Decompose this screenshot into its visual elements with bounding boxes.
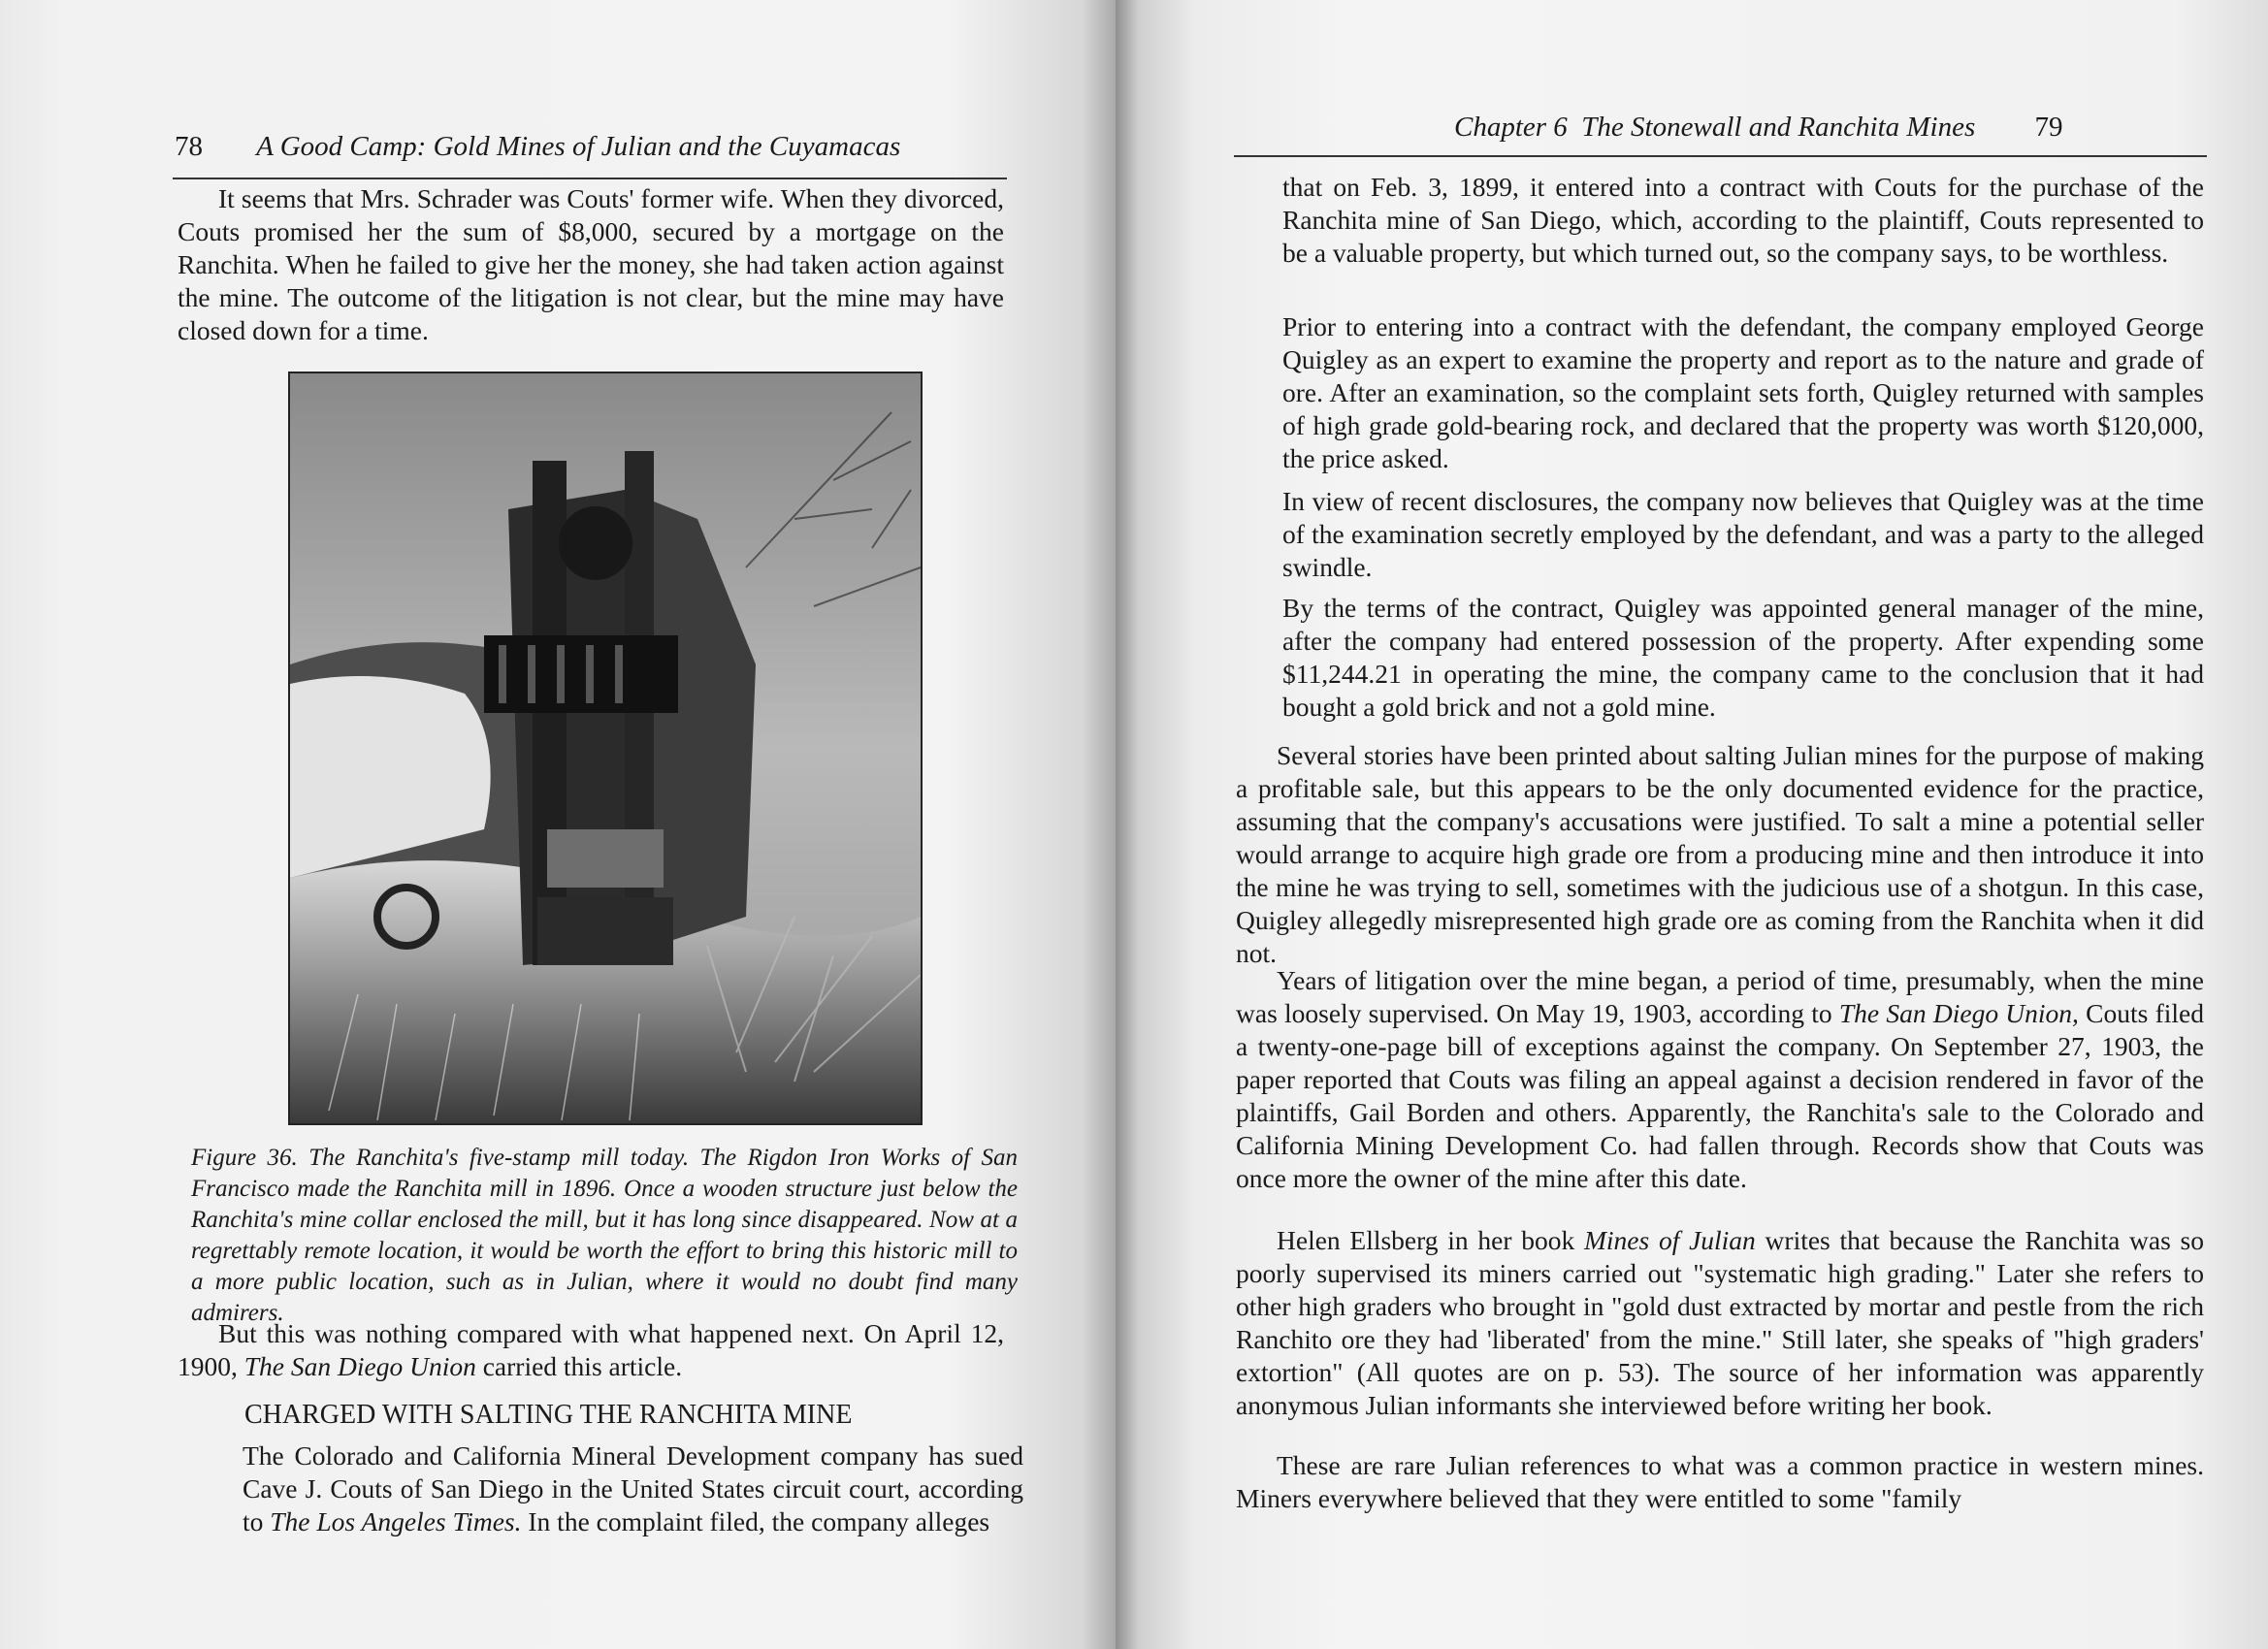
article-para-1-text-a: The Colorado and California Mineral Development company has sued Cave J. Couts of San Diego in the United States circuit court, according to: [243, 1440, 1023, 1536]
left-page: [0, 0, 1116, 1649]
right-para-1: Several stories have been printed about salting Julian mines for the purpose of making a profitable sale, but this appears to be the only documented evidence for the practice, assuming that the company's accusations were justified. To salt a mine a potential seller would arrange to acquire high grade ore from a producing mine and then introduce it into the mine he was trying to sell, sometimes with the judicious use of a shotgun. In this case, Quigley allegedly misrepresented high grade ore as coming from the Ranchita when it did not.: [1236, 740, 2204, 968]
right-header-rule: [1234, 155, 2207, 157]
quote-para-4: By the terms of the contract, Quigley was appointed general manager of the mine, after the company had entered possession of the property. After expending some $11,244.21 in operating the mine, the company came to the conclusion that it had bought a gold brick and not a gold mine.: [1282, 593, 2204, 722]
right-running-header: [1454, 112, 2063, 144]
left-para-1: It seems that Mrs. Schrader was Couts' former wife. When they divorced, Couts promised her the sum of $8,000, secured by a mortgage on the Ranchita. When he failed to give her the money, she had taken action against the mine. The outcome of the litigation is not clear, but the mine may have closed down for a time.: [178, 183, 1004, 345]
figure-36-photo: [288, 372, 923, 1125]
article-para-1-publication: The Los Angeles Times.: [270, 1506, 522, 1536]
right-para-3-text-a: Helen Ellsberg in her book: [1277, 1225, 1584, 1255]
left-running-header: [175, 131, 900, 163]
right-para-2: [1236, 964, 2204, 1195]
left-para-2: [178, 1317, 1004, 1383]
left-header-rule: [173, 178, 1007, 179]
article-heading: CHARGED WITH SALTING THE RANCHITA MINE: [244, 1400, 853, 1430]
quote-para-2: Prior to entering into a contract with the defendant, the company employed George Quigley as an expert to examine the property and report as to the nature and grade of ore. After an examination, so the complaint sets forth, Quigley returned with samples of high grade gold-bearing rock, and declared that the property was worth $120,000, the price asked.: [1282, 311, 2204, 473]
right-para-2-text-b: Couts filed a twenty-one-page bill of exceptions against the company. On September 27, 1903, the paper reported that Couts was filing an appeal against a decision rendered in favor of the plaintiffs, Gail Borden and others. Apparently, the Ranchita's sale to the Colorado and California Mining Development Co. had fallen through. Records show that Couts was once more the owner of the mine after this date.: [1236, 998, 2204, 1193]
left-para-2-publication: The San Diego Union: [243, 1351, 476, 1381]
right-para-2-text-a: Years of litigation over the mine began, a period of time, presumably, when the mine was loosely supervised. On May 19, 1903, according to: [1236, 965, 2204, 1028]
quote-para-1: that on Feb. 3, 1899, it entered into a contract with Couts for the purchase of the Ranchita mine of San Diego, which, according to the plaintiff, Couts represented to be a valuable property, but which turned out, so the company says, to be worthless.: [1282, 172, 2204, 268]
left-para-2-text-a: But this was nothing compared with what happened next. On April 12, 1900,: [178, 1318, 1004, 1381]
article-para-1-text-b: In the complaint filed, the company alleges: [521, 1506, 990, 1536]
article-para-1: [243, 1439, 1023, 1538]
right-running-title: Chapter 6 The Stonewall and Ranchita Mines: [1454, 112, 1976, 143]
right-page: [1116, 0, 2268, 1649]
right-para-3-text-b: writes that because the Ranchita was so poorly supervised its miners carried out "systematic high grading." Later she refers to other high graders who brought in "gold dust extracted by mortar and pestle from the rich Ranchito ore they had 'liberated' from the mine." Still later, she speaks of "high graders' extortion" (All quotes are on p. 53). The source of her information was apparently anonymous Julian informants she interviewed before writing her book.: [1236, 1225, 2204, 1420]
right-page-number: 79: [2034, 112, 2063, 143]
right-para-2-publication: The San Diego Union,: [1838, 998, 2079, 1028]
right-para-3-book-title: Mines of Julian: [1584, 1225, 1756, 1255]
left-page-number: 78: [175, 131, 203, 162]
right-para-3: [1236, 1224, 2204, 1422]
left-running-title: A Good Camp: Gold Mines of Julian and the Cuyamacas: [256, 131, 901, 162]
left-para-2-text-b: carried this article.: [475, 1351, 683, 1381]
quote-para-3: In view of recent disclosures, the company now believes that Quigley was at the time of the examination secretly employed by the defendant, and was a party to the alleged swindle.: [1282, 486, 2204, 582]
stamp-mill-image: [290, 373, 921, 1123]
figure-36-caption: Figure 36. The Ranchita's five-stamp mill today. The Rigdon Iron Works of San Francisco made the Ranchita mill in 1896. Once a wooden structure just below the Ranchita's mine collar enclosed the mill, but it has long since disappeared. Now at a regrettably remote location, it would be worth the effort to bring this historic mill to a more public location, such as in Julian, where it would no doubt find many admirers.: [191, 1145, 1018, 1326]
right-para-4: These are rare Julian references to what was a common practice in western mines. Miners everywhere believed that they were entitled to some "family: [1236, 1450, 2204, 1513]
